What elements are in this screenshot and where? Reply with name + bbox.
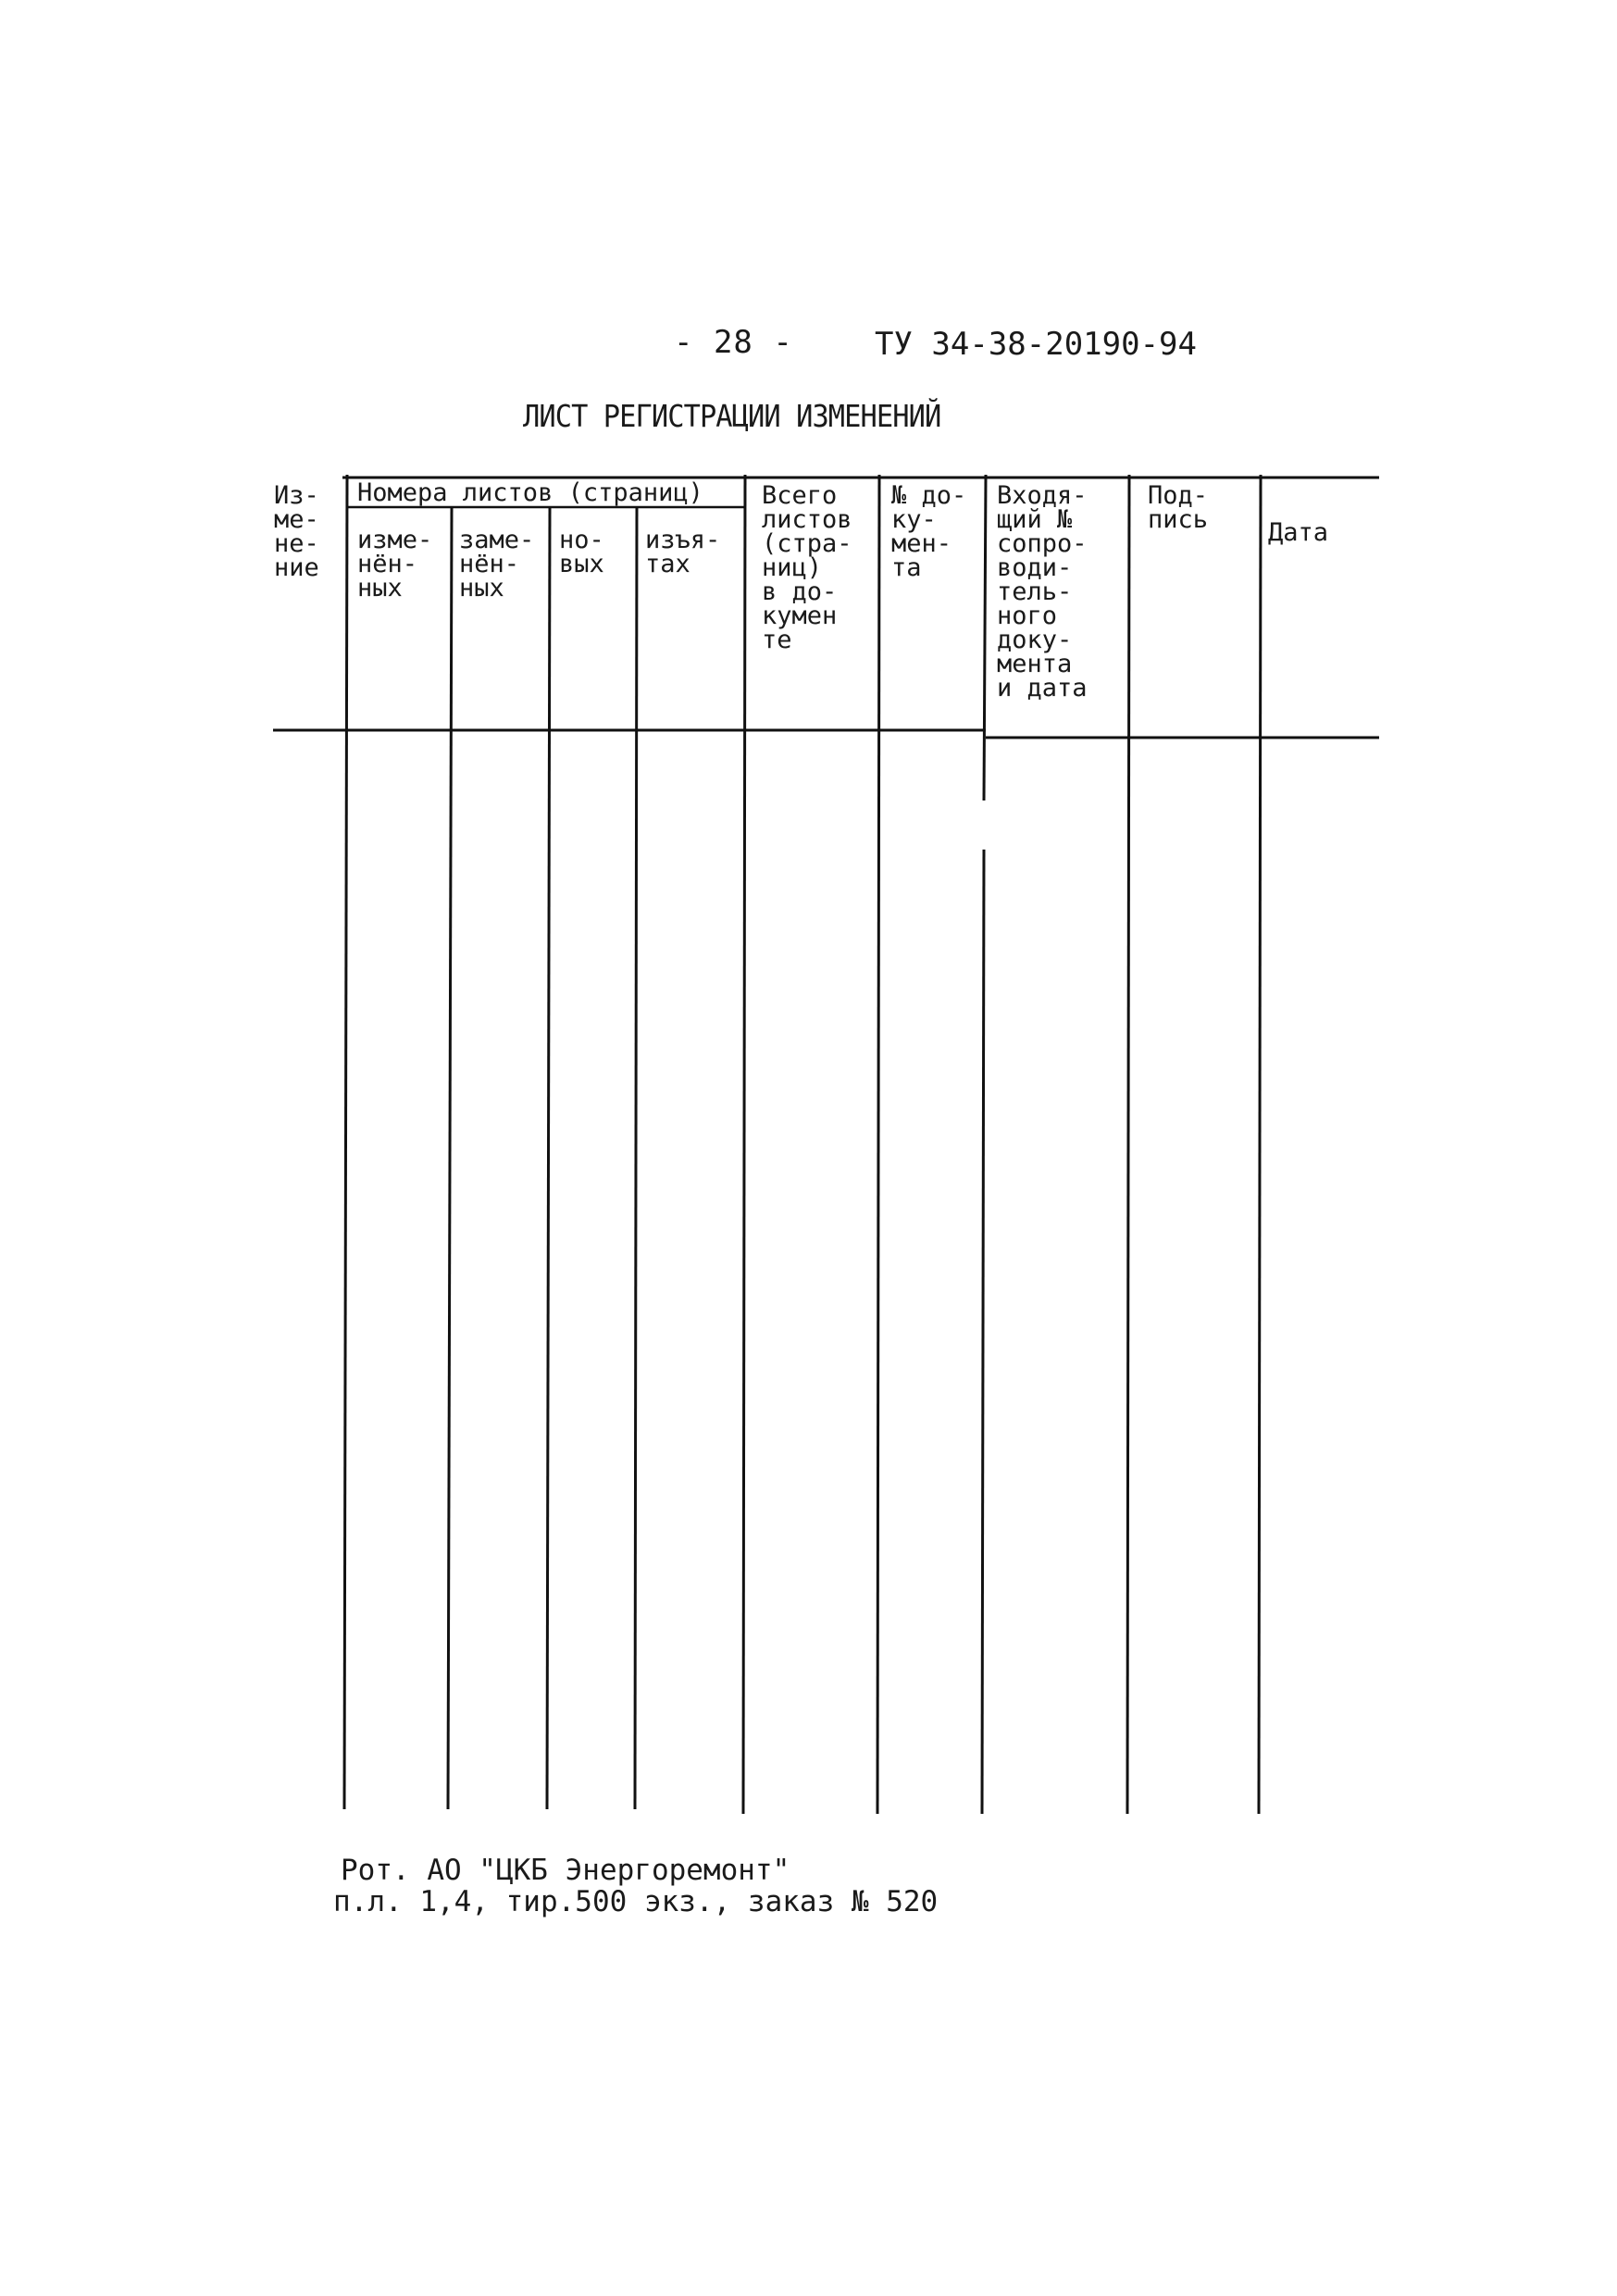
col-divider-7b (982, 850, 984, 1814)
col-header-change: Из- ме- не- ние (274, 481, 319, 582)
col-header-changed: изме- нён- ных (357, 526, 433, 602)
document-code: ТУ 34-38-20190-94 (875, 326, 1197, 363)
col-header-date: Дата (1268, 518, 1329, 547)
col-header-doc-number: № до- ку- мен- та (891, 481, 967, 582)
page-title: ЛИСТ РЕГИСТРАЦИИ ИЗМЕНЕНИЙ (523, 398, 941, 434)
col-divider-6 (877, 475, 879, 1814)
footer-printer-line: Рот. АО "ЦКБ Энергоремонт" (341, 1854, 790, 1887)
col-divider-8 (1127, 475, 1129, 1814)
col-header-incoming-doc: Входя- щий № сопро- води- тель- ного доку- мента и дата (997, 481, 1088, 702)
col-divider-5 (743, 475, 745, 1814)
col-divider-3 (547, 507, 550, 1809)
col-header-total-sheets: Всего листов (стра- ниц) в до- кумен те (762, 481, 852, 654)
col-divider-4 (635, 507, 637, 1809)
page-number: - 28 - (674, 324, 793, 361)
col-header-replaced: заме- нён- ных (459, 526, 535, 602)
col-divider-2 (448, 507, 452, 1809)
col-divider-1 (344, 475, 347, 1809)
col-divider-7a (984, 475, 986, 800)
footer-print-details-line: п.л. 1,4, тир.500 экз., заказ № 520 (333, 1885, 939, 1918)
group-header-sheet-numbers: Номера листов (страниц) (357, 478, 703, 507)
col-divider-9 (1259, 475, 1261, 1814)
col-header-withdrawn: изъя- тах (645, 526, 721, 578)
col-header-new: но- вых (559, 526, 604, 578)
col-header-signature: Под- пись (1148, 481, 1209, 534)
